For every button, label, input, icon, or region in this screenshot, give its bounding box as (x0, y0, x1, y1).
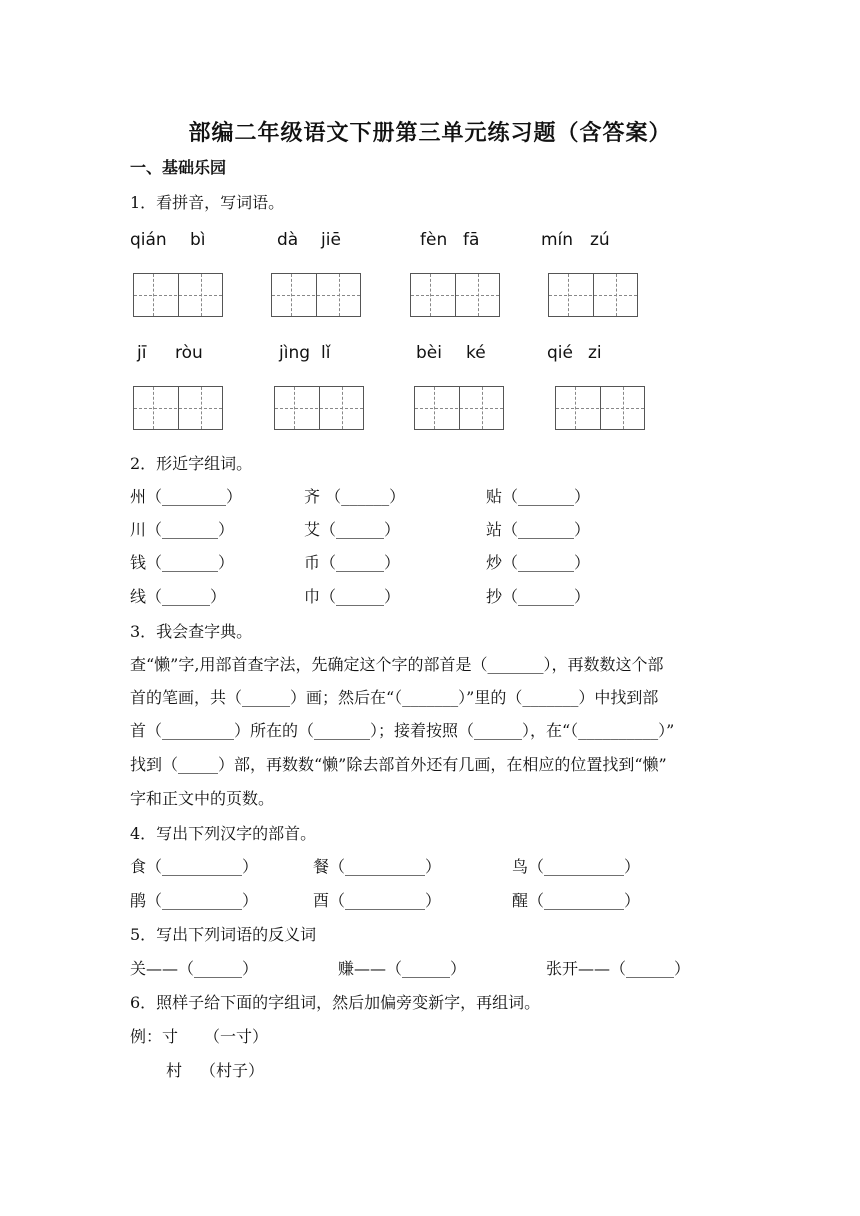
writing-grid[interactable] (133, 386, 223, 430)
writing-grid[interactable] (271, 273, 361, 317)
writing-grid[interactable] (133, 273, 223, 317)
section-heading: 一、基础乐园 (130, 158, 227, 177)
fill-item[interactable]: 抄（_______） (486, 587, 591, 606)
writing-grid[interactable] (274, 386, 364, 430)
fill-item[interactable]: 贴（_______） (486, 487, 591, 506)
pinyin: fèn (420, 230, 448, 250)
writing-grid[interactable] (548, 273, 638, 317)
fill-item[interactable]: 鹃（__________） (130, 891, 259, 910)
writing-grid[interactable] (414, 386, 504, 430)
pinyin: dà (277, 230, 299, 250)
pinyin: bèi (416, 343, 442, 363)
paragraph-line: 首的笔画，共（______）画；然后在“（_______）”里的（_______）中找到部 (130, 688, 659, 707)
fill-item[interactable]: 州（________） (130, 487, 243, 506)
fill-item[interactable]: 鸟（__________） (512, 857, 641, 876)
page-title: 部编二年级语文下册第三单元练习题（含答案） (188, 120, 672, 146)
pinyin: fā (463, 230, 480, 250)
fill-item[interactable]: 餐（__________） (313, 857, 442, 876)
question-2-heading: 2．形近字组词。 (130, 454, 253, 473)
writing-grid[interactable] (555, 386, 645, 430)
example-label: 例：寸 (130, 1027, 179, 1046)
pinyin: ròu (175, 343, 203, 363)
fill-item[interactable]: 艾（______） (304, 520, 401, 539)
question-5-heading: 5．写出下列词语的反义词 (130, 925, 317, 944)
pinyin: mín (541, 230, 574, 250)
pinyin: bì (190, 230, 206, 250)
pinyin: jī (137, 343, 147, 363)
example-word: （一寸） (204, 1027, 269, 1046)
fill-item[interactable]: 张开——（______） (546, 959, 691, 978)
pinyin: qián (130, 230, 167, 250)
fill-item[interactable]: 川（_______） (130, 520, 235, 539)
paragraph-line: 找到（_____）部，再数数“懒”除去部首外还有几画，在相应的位置找到“懒” (130, 755, 667, 774)
fill-item[interactable]: 巾（______） (304, 587, 401, 606)
fill-item[interactable]: 关——（______） (130, 959, 259, 978)
pinyin: zi (588, 343, 602, 363)
fill-item[interactable]: 钱（_______） (130, 553, 235, 572)
fill-item[interactable]: 酉（__________） (313, 891, 442, 910)
fill-item[interactable]: 币（______） (304, 553, 401, 572)
fill-item[interactable]: 站（_______） (486, 520, 591, 539)
pinyin: jiē (321, 230, 341, 250)
pinyin: jìng (279, 343, 311, 363)
pinyin: qié (547, 343, 573, 363)
fill-item[interactable]: 醒（__________） (512, 891, 641, 910)
paragraph-line: 字和正文中的页数。 (130, 789, 275, 808)
pinyin: lǐ (321, 343, 331, 363)
writing-grid[interactable] (410, 273, 500, 317)
pinyin: ké (466, 343, 486, 363)
fill-item[interactable]: 齐 （______） (304, 487, 406, 506)
fill-item[interactable]: 线（______） (130, 587, 227, 606)
question-4-heading: 4．写出下列汉字的部首。 (130, 824, 317, 843)
paragraph-line: 查“懒”字,用部首查字法，先确定这个字的部首是（_______），再数数这个部 (130, 655, 664, 674)
question-6-heading: 6．照样子给下面的字组词，然后加偏旁变新字，再组词。 (130, 993, 541, 1012)
pinyin: zú (590, 230, 610, 250)
paragraph-line: 首（_________）所在的（_______）；接着按照（______），在“（__________）” (130, 721, 675, 740)
question-1-heading: 1．看拼音，写词语。 (130, 193, 285, 212)
example-word: （村子） (200, 1061, 265, 1080)
question-3-heading: 3．我会查字典。 (130, 622, 253, 641)
fill-item[interactable]: 赚——（______） (338, 959, 467, 978)
fill-item[interactable]: 食（__________） (130, 857, 259, 876)
example-char: 村 (166, 1061, 183, 1080)
fill-item[interactable]: 炒（_______） (486, 553, 591, 572)
